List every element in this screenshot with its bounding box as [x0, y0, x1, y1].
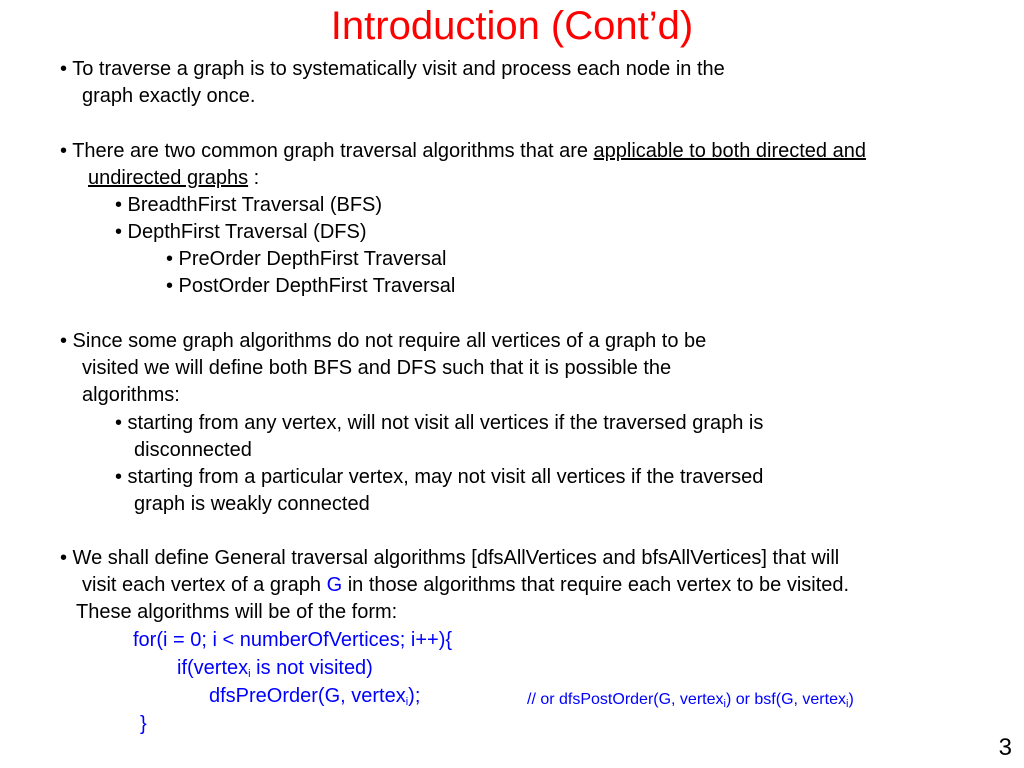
page-number: 3: [998, 734, 1012, 761]
code-close-brace: }: [140, 713, 147, 735]
list-item-dfs: • DepthFirst Traversal (DFS): [115, 221, 367, 243]
code-line2: [177, 656, 373, 680]
para1-text1: To traverse a graph is to systematically visit and process each node in the: [72, 58, 725, 80]
para3-item2-line1: • starting from a particular vertex, may not visit all vertices if the traversed: [115, 466, 764, 488]
code-comment: [527, 688, 854, 712]
para3-line3: algorithms:: [82, 384, 180, 406]
para4-line1: • We shall define General traversal algorithms [dfsAllVertices and bfsAllVertices] that will: [60, 547, 840, 569]
code-line1: for(i = 0; i < numberOfVertices; i++){: [133, 629, 453, 651]
slide-title: Introduction (Cont’d): [330, 4, 694, 48]
para3-item2-line2: graph is weakly connected: [134, 493, 370, 515]
code-line3: [209, 684, 420, 708]
comment-a: // or dfsPostOrder(G, vertex: [527, 691, 724, 708]
para2-tail: :: [248, 167, 260, 189]
comment-c: ): [848, 691, 854, 708]
para4-line3: These algorithms will be of the form:: [76, 601, 398, 623]
para4-line2-b: in those algorithms that require each vertex to be visited.: [342, 574, 850, 596]
para2-underlined-2: undirected graphs: [88, 167, 249, 189]
para1-line2: graph exactly once.: [82, 85, 256, 107]
code-line3-b: );: [408, 685, 421, 707]
para3-line1: • Since some graph algorithms do not require all vertices of a graph to be: [60, 330, 707, 352]
para1-line1: [60, 57, 725, 81]
code-line2-b: is not visited): [250, 657, 373, 679]
code-line3-a: dfsPreOrder(G, vertex: [209, 685, 406, 707]
graph-symbol-g: G: [326, 574, 343, 596]
para2-line1: [60, 139, 866, 163]
comment-sub1: i: [723, 698, 726, 710]
para2-underlined-1: applicable to both directed and: [593, 140, 866, 162]
comment-b: ) or bsf(G, vertex: [725, 691, 846, 708]
para3-item1-line2: disconnected: [134, 439, 252, 461]
list-item-postorder: • PostOrder DepthFirst Traversal: [166, 275, 456, 297]
list-item-bfs: • BreadthFirst Traversal (BFS): [115, 194, 383, 216]
para3-item1-line1: • starting from any vertex, will not visit all vertices if the traversed graph is: [115, 412, 764, 434]
comment-sub2: i: [845, 698, 849, 710]
bullet: •: [60, 58, 68, 80]
code-line2-a: if(vertex: [177, 657, 249, 679]
para2-line2: [88, 166, 259, 190]
code-line3-sub: i: [405, 696, 409, 708]
para3-line2: visited we will define both BFS and DFS such that it is possible the: [82, 357, 672, 379]
para2-lead: • There are two common graph traversal algorithms that are: [60, 140, 594, 162]
list-item-preorder: • PreOrder DepthFirst Traversal: [166, 248, 447, 270]
para4-line2: [82, 573, 849, 597]
para4-line2-a: visit each vertex of a graph: [82, 574, 327, 596]
code-line2-sub: i: [248, 668, 251, 680]
